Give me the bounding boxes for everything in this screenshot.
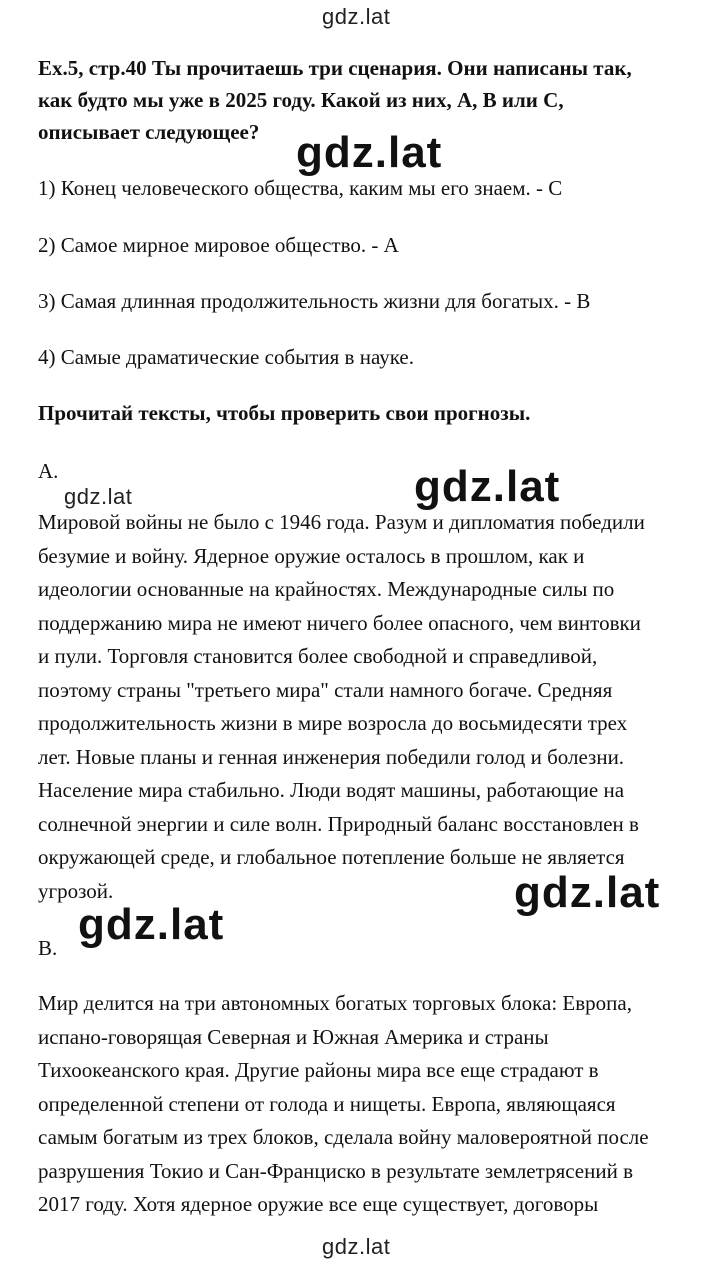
- text-line: самым богатым из трех блоков, сделала войну маловероятной после: [38, 1125, 649, 1149]
- answer-item: 4) Самые драматические события в науке.: [38, 345, 414, 369]
- section-a-text: [38, 506, 698, 908]
- text-line: поддержанию мира не имеют ничего более опасного, чем винтовки: [38, 610, 641, 635]
- text-line: лет. Новые планы и генная инженерия победили голод и болезни.: [38, 744, 625, 769]
- answer-item: 3) Самая длинная продолжительность жизни для богатых. - В: [38, 289, 591, 313]
- watermark-top: gdz.lat: [322, 4, 391, 29]
- text-line: поэтому страны "третьего мира" стали намного богаче. Средняя: [38, 677, 613, 702]
- answer-item: 2) Самое мирное мировое общество. - А: [38, 233, 399, 257]
- heading-line: Ex.5, стр.40 Ты прочитаешь три сценария. Они написаны так,: [38, 56, 632, 80]
- text-line: Мировой войны не было с 1946 года. Разум и дипломатия победили: [38, 510, 645, 534]
- watermark-big: gdz.lat: [296, 128, 443, 177]
- heading-line: описывает следующее?: [38, 120, 260, 144]
- text-line: окружающей среде, и глобальное потепление больше не является: [38, 845, 625, 869]
- text-line: безумие и войну. Ядерное оружие осталось в прошлом, как и: [38, 543, 585, 568]
- text-line: Мир делится на три автономных богатых торговых блока: Европа,: [38, 991, 632, 1015]
- section-b-label: B.: [38, 936, 58, 960]
- watermark-big: gdz.lat: [414, 462, 561, 511]
- watermark-left: gdz.lat: [64, 484, 133, 509]
- text-line: солнечной энергии и силе волн. Природный баланс восстановлен в: [38, 811, 639, 836]
- answer-item: 1) Конец человеческого общества, каким мы его знаем. - С: [38, 176, 563, 200]
- text-line: Тихоокеанского края. Другие районы мира все еще страдают в: [38, 1058, 599, 1082]
- instruction: Прочитай тексты, чтобы проверить свои прогнозы.: [38, 401, 531, 425]
- watermark-big: gdz.lat: [514, 868, 661, 917]
- text-line: 2017 году. Хотя ядерное оружие все еще существует, договоры: [38, 1192, 599, 1216]
- text-line: и пули. Торговля становится более свободной и справедливой,: [38, 644, 598, 668]
- text-line: Население мира стабильно. Люди водят машины, работающие на: [38, 778, 625, 802]
- text-line: продолжительность жизни в мире возросла до восьмидесяти трех: [38, 711, 628, 735]
- section-b-text: [38, 987, 698, 1222]
- watermark-big: gdz.lat: [78, 900, 225, 949]
- text-line: угрозой.: [38, 878, 114, 903]
- section-a-label: A.: [38, 459, 59, 483]
- heading-line: как будто мы уже в 2025 году. Какой из них, А, В или С,: [38, 88, 564, 112]
- text-line: испано-говорящая Северная и Южная Америка и страны: [38, 1024, 549, 1049]
- text-line: определенной степени от голода и нищеты. Европа, являющаяся: [38, 1091, 616, 1116]
- text-line: разрушения Токио и Сан-Франциско в результате землетрясений в: [38, 1158, 634, 1183]
- watermark-bottom: gdz.lat: [322, 1234, 391, 1259]
- text-line: идеологии основанные на крайностях. Международные силы по: [38, 577, 615, 601]
